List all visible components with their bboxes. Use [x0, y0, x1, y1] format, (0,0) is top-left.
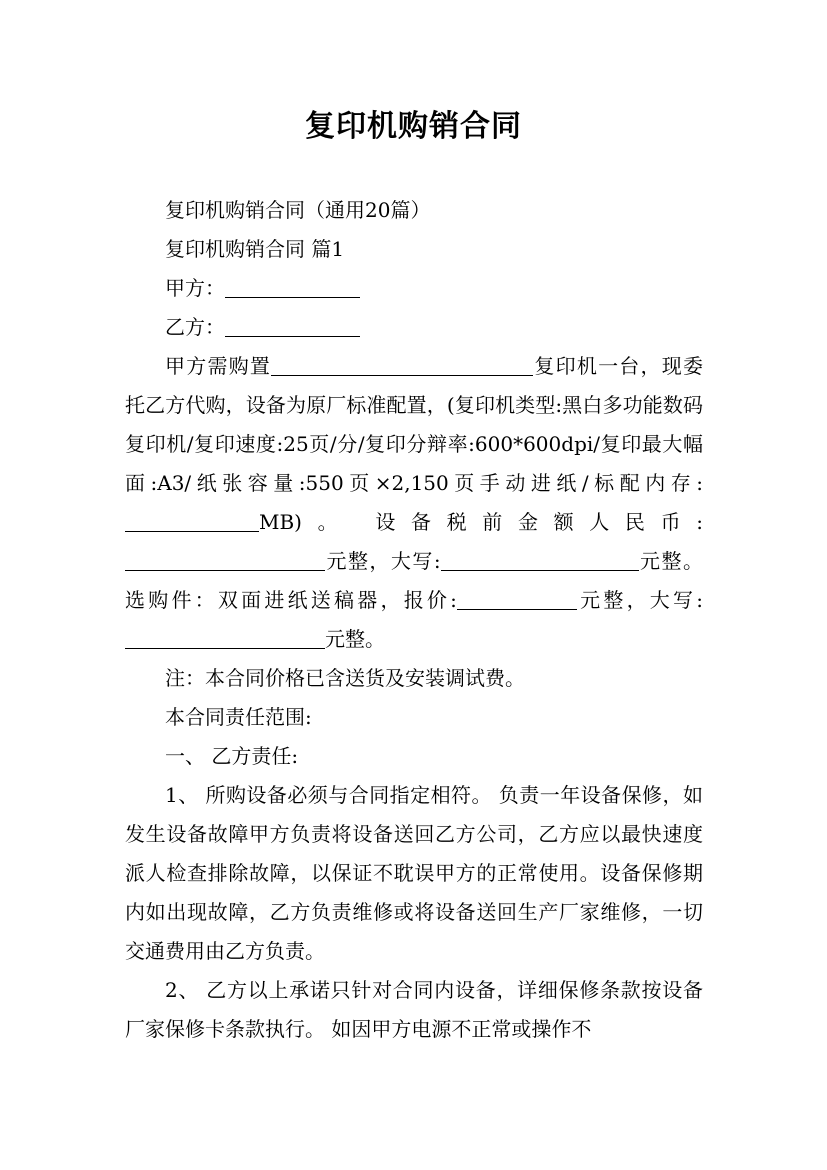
purchase-item: 复印机一台，现委托乙方代购，设备为原厂标准配置，(复印机类型:黑白多功能数码复印机/复印速度:25页/分/复印分辩率:600*600dpi/复印最大幅面:A3/纸张容量:550页×2,150页手动进纸/标配内存: [125, 354, 704, 495]
purchase-intro: 甲方需购置 [165, 354, 272, 378]
document-subtitle: 复印机购销合同（通用20篇） [165, 198, 431, 222]
scope-heading: 本合同责任范围: [165, 705, 312, 729]
yuan-whole-2: 元整。选购件：双面进纸送稿器，报价: [125, 549, 703, 612]
amount-words-blank [441, 548, 639, 571]
duty-heading: 一、 乙方责任: [165, 744, 299, 768]
option-words-blank [125, 626, 325, 649]
party-a-line [125, 269, 703, 308]
memory-blank [125, 509, 259, 532]
clause-1: 1、 所购设备必须与合同指定相符。 负责一年设备保修，如发生设备故障甲方负责将设备送回乙方公司，乙方应以最快速度派人检查排除故障，以保证不耽误甲方的正常使用。设备保修期内如出现故障，乙方负责维修或将设备送回生产厂家维修，一切交通费用由乙方负责。 [125, 783, 703, 963]
yuan-whole-1: 元整，大写: [325, 549, 441, 573]
section-heading: 复印机购销合同 篇1 [165, 237, 345, 261]
yuan-whole-4: 元整。 [325, 627, 385, 651]
party-b-blank [225, 314, 360, 337]
yuan-whole-3: 元整，大写: [576, 588, 703, 612]
device-model-blank [271, 353, 533, 376]
purchase-paragraph [125, 347, 703, 659]
amount-blank [125, 548, 325, 571]
option-price-blank [457, 587, 577, 610]
document-body [125, 191, 703, 1049]
party-a-blank [225, 275, 360, 298]
party-b-label: 乙方： [165, 315, 225, 339]
party-b-line [125, 308, 703, 347]
party-a-label: 甲方： [165, 276, 225, 300]
memory-unit: MB)。 设备税前金额人民币: [259, 510, 703, 534]
document-title: 复印机购销合同 [305, 109, 522, 144]
price-note: 注：本合同价格已含送货及安装调试费。 [165, 666, 525, 690]
clause-2: 2、 乙方以上承诺只针对合同内设备，详细保修条款按设备厂家保修卡条款执行。 如因甲方电源不正常或操作不 [125, 978, 703, 1041]
